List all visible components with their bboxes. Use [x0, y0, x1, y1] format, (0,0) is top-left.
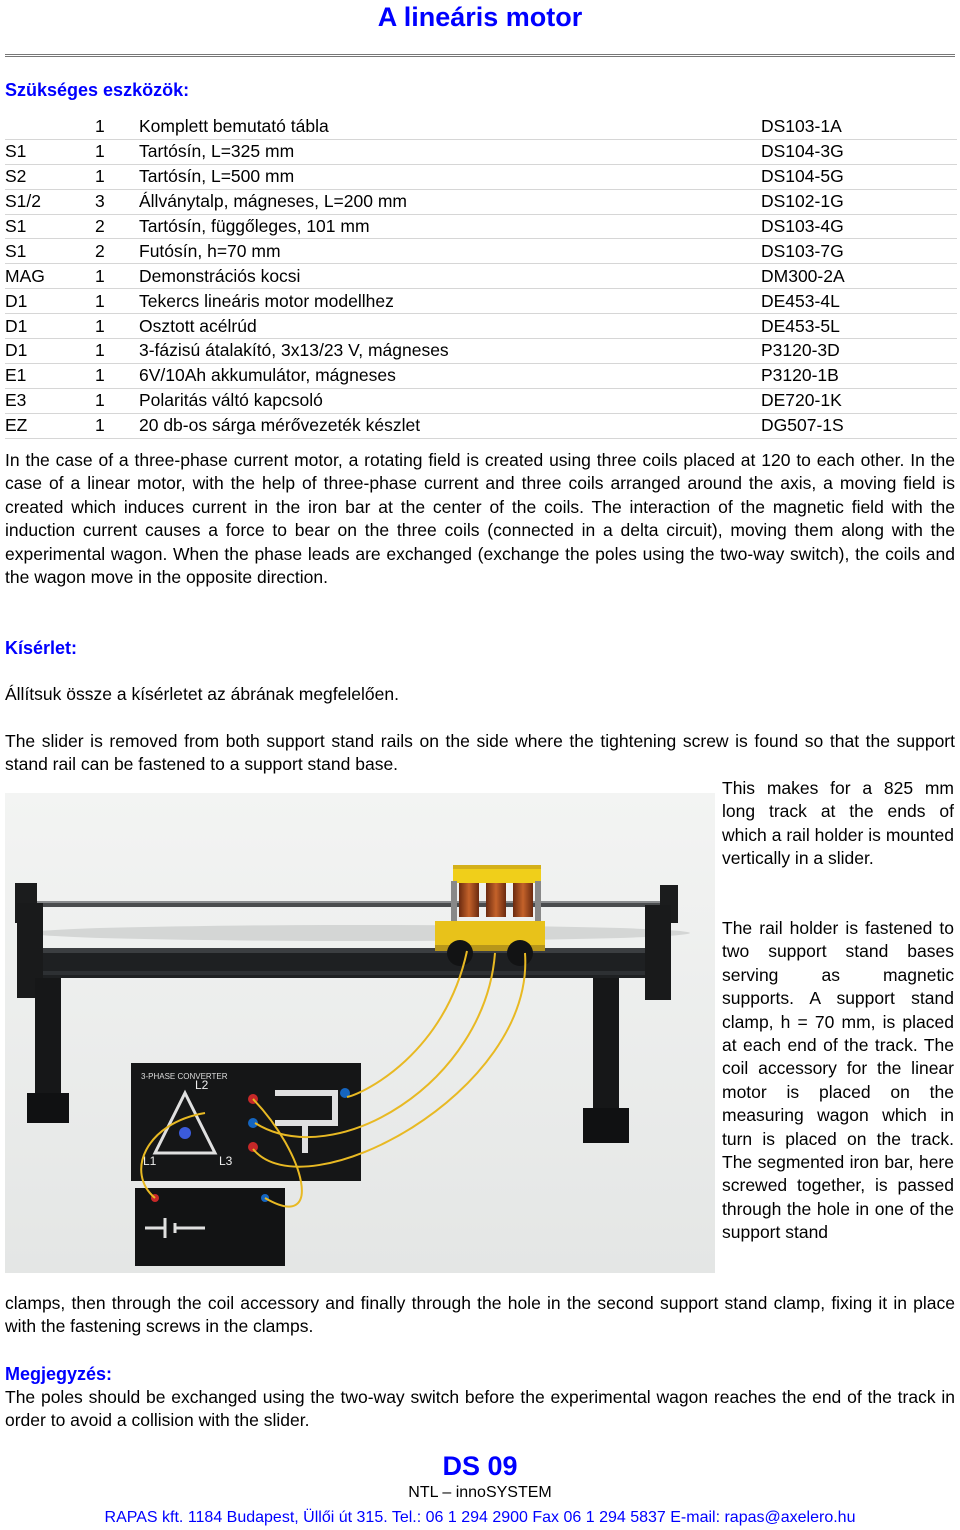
part-code: D1	[5, 314, 95, 339]
part-qty: 2	[95, 214, 139, 239]
part-description: Demonstrációs kocsi	[139, 264, 761, 289]
part-code: EZ	[5, 413, 95, 438]
table-row	[5, 388, 957, 413]
table-row	[5, 413, 957, 438]
footer-subtitle: NTL – innoSYSTEM	[408, 1484, 552, 1501]
part-code: MAG	[5, 264, 95, 289]
part-order-number: DS103-7G	[761, 239, 957, 264]
linear-motor-setup-illustration	[5, 793, 715, 1273]
part-order-number: DE720-1K	[761, 388, 957, 413]
note-paragraph: The poles should be exchanged using the two-way switch before the experimental wagon reaches the end of the track in order to avoid a collision with the slider.	[5, 1387, 955, 1431]
experiment-photo	[5, 793, 715, 1273]
part-code: D1	[5, 339, 95, 364]
part-code: E1	[5, 363, 95, 388]
part-order-number: DS103-4G	[761, 214, 957, 239]
part-order-number: DE453-5L	[761, 314, 957, 339]
part-description: 3-fázisú átalakító, 3x13/23 V, mágneses	[139, 339, 761, 364]
table-row	[5, 115, 957, 139]
part-description: Komplett bemutató tábla	[139, 115, 761, 139]
part-description: 20 db-os sárga mérővezeték készlet	[139, 413, 761, 438]
part-order-number: DS104-3G	[761, 139, 957, 164]
table-row	[5, 164, 957, 189]
equipment-heading: Szükséges eszközök:	[5, 80, 190, 100]
title-rule	[5, 54, 955, 57]
part-order-number: DS102-1G	[761, 189, 957, 214]
part-qty: 1	[95, 139, 139, 164]
part-code: E3	[5, 388, 95, 413]
experiment-heading: Kísérlet:	[5, 638, 78, 658]
continuation-paragraph: clamps, then through the coil accessory and finally through the hole in the second support stand clamp, fixing it in place with the fastening screws in the clamps.	[5, 1293, 955, 1337]
footer-address: RAPAS kft. 1184 Budapest, Üllői út 315. Tel.: 06 1 294 2900 Fax 06 1 294 5837 E-mail: rapas@axelero.hu	[104, 1509, 856, 1526]
part-description: Tartósín, L=325 mm	[139, 139, 761, 164]
l1-label: L1	[143, 1154, 157, 1168]
part-order-number: DG507-1S	[761, 413, 957, 438]
converter-label: 3-PHASE CONVERTER	[141, 1072, 228, 1081]
part-description: Polaritás váltó kapcsoló	[139, 388, 761, 413]
page-title: A lineáris motor	[377, 2, 583, 32]
coil-3	[513, 883, 533, 917]
table-row	[5, 339, 957, 364]
table-row	[5, 363, 957, 388]
part-code: S1/2	[5, 189, 95, 214]
part-qty: 1	[95, 413, 139, 438]
part-code: S1	[5, 239, 95, 264]
table-row	[5, 314, 957, 339]
side-paragraph-track: This makes for a 825 mm long track at the ends of which a rail holder is mounted vertically in a slider.	[722, 778, 954, 869]
table-row	[5, 264, 957, 289]
part-order-number: P3120-1B	[761, 363, 957, 388]
part-order-number: P3120-3D	[761, 339, 957, 364]
l2-label: L2	[195, 1078, 209, 1092]
part-code: S1	[5, 139, 95, 164]
part-qty: 1	[95, 388, 139, 413]
table-row	[5, 139, 957, 164]
part-code	[5, 115, 95, 139]
document-code: DS 09	[442, 1451, 518, 1481]
table-row	[5, 289, 957, 314]
part-qty: 1	[95, 339, 139, 364]
part-code: D1	[5, 289, 95, 314]
part-description: Futósín, h=70 mm	[139, 239, 761, 264]
part-description: Tartósín, függőleges, 101 mm	[139, 214, 761, 239]
equipment-table	[5, 115, 957, 439]
part-description: Tekercs lineáris motor modellhez	[139, 289, 761, 314]
part-order-number: DM300-2A	[761, 264, 957, 289]
part-qty: 2	[95, 239, 139, 264]
part-order-number: DS103-1A	[761, 115, 957, 139]
table-row	[5, 214, 957, 239]
part-code: S2	[5, 164, 95, 189]
part-code: S1	[5, 214, 95, 239]
part-qty: 1	[95, 363, 139, 388]
part-qty: 1	[95, 289, 139, 314]
intro-paragraph: In the case of a three-phase current motor, a rotating field is created using three coils placed at 120 to each other. In the case of a linear motor, with the help of three-phase current and three coils arranged around the axis, a moving field is created which induces current in the iron bar at the center of the coils. The interaction of the magnetic field with the induction current causes a force to bear on the three coils (connected in a delta circuit), moving them along with the experimental wagon. When the phase leads are exchanged (exchange the poles using the two-way switch), the coils and the wagon move in the opposite direction.	[5, 450, 955, 588]
table-row	[5, 189, 957, 214]
part-qty: 1	[95, 264, 139, 289]
part-description: Tartósín, L=500 mm	[139, 164, 761, 189]
coil-1	[459, 883, 479, 917]
part-order-number: DE453-4L	[761, 289, 957, 314]
slider-paragraph: The slider is removed from both support stand rails on the side where the tightening screw is found so that the support stand rail can be fastened to a support stand base.	[5, 731, 955, 775]
side-paragraph-holder: The rail holder is fastened to two support stand bases serving as magnetic supports. A support stand clamp, h = 70 mm, is placed at each end of the track. The coil accessory for the linear motor is placed on the measuring wagon which in turn is placed on the track. The segmented iron bar, here screwed together, is passed through the hole in one of the support stand	[722, 918, 954, 1243]
part-order-number: DS104-5G	[761, 164, 957, 189]
coil-2	[486, 883, 506, 917]
part-description: 6V/10Ah akkumulátor, mágneses	[139, 363, 761, 388]
part-description: Osztott acélrúd	[139, 314, 761, 339]
part-qty: 1	[95, 115, 139, 139]
part-qty: 1	[95, 164, 139, 189]
part-qty: 3	[95, 189, 139, 214]
table-row	[5, 239, 957, 264]
part-description: Állványtalp, mágneses, L=200 mm	[139, 189, 761, 214]
l3-label: L3	[219, 1154, 233, 1168]
setup-instruction: Állítsuk össze a kísérletet az ábrának megfelelően.	[5, 684, 399, 704]
part-qty: 1	[95, 314, 139, 339]
note-heading: Megjegyzés:	[5, 1364, 113, 1384]
